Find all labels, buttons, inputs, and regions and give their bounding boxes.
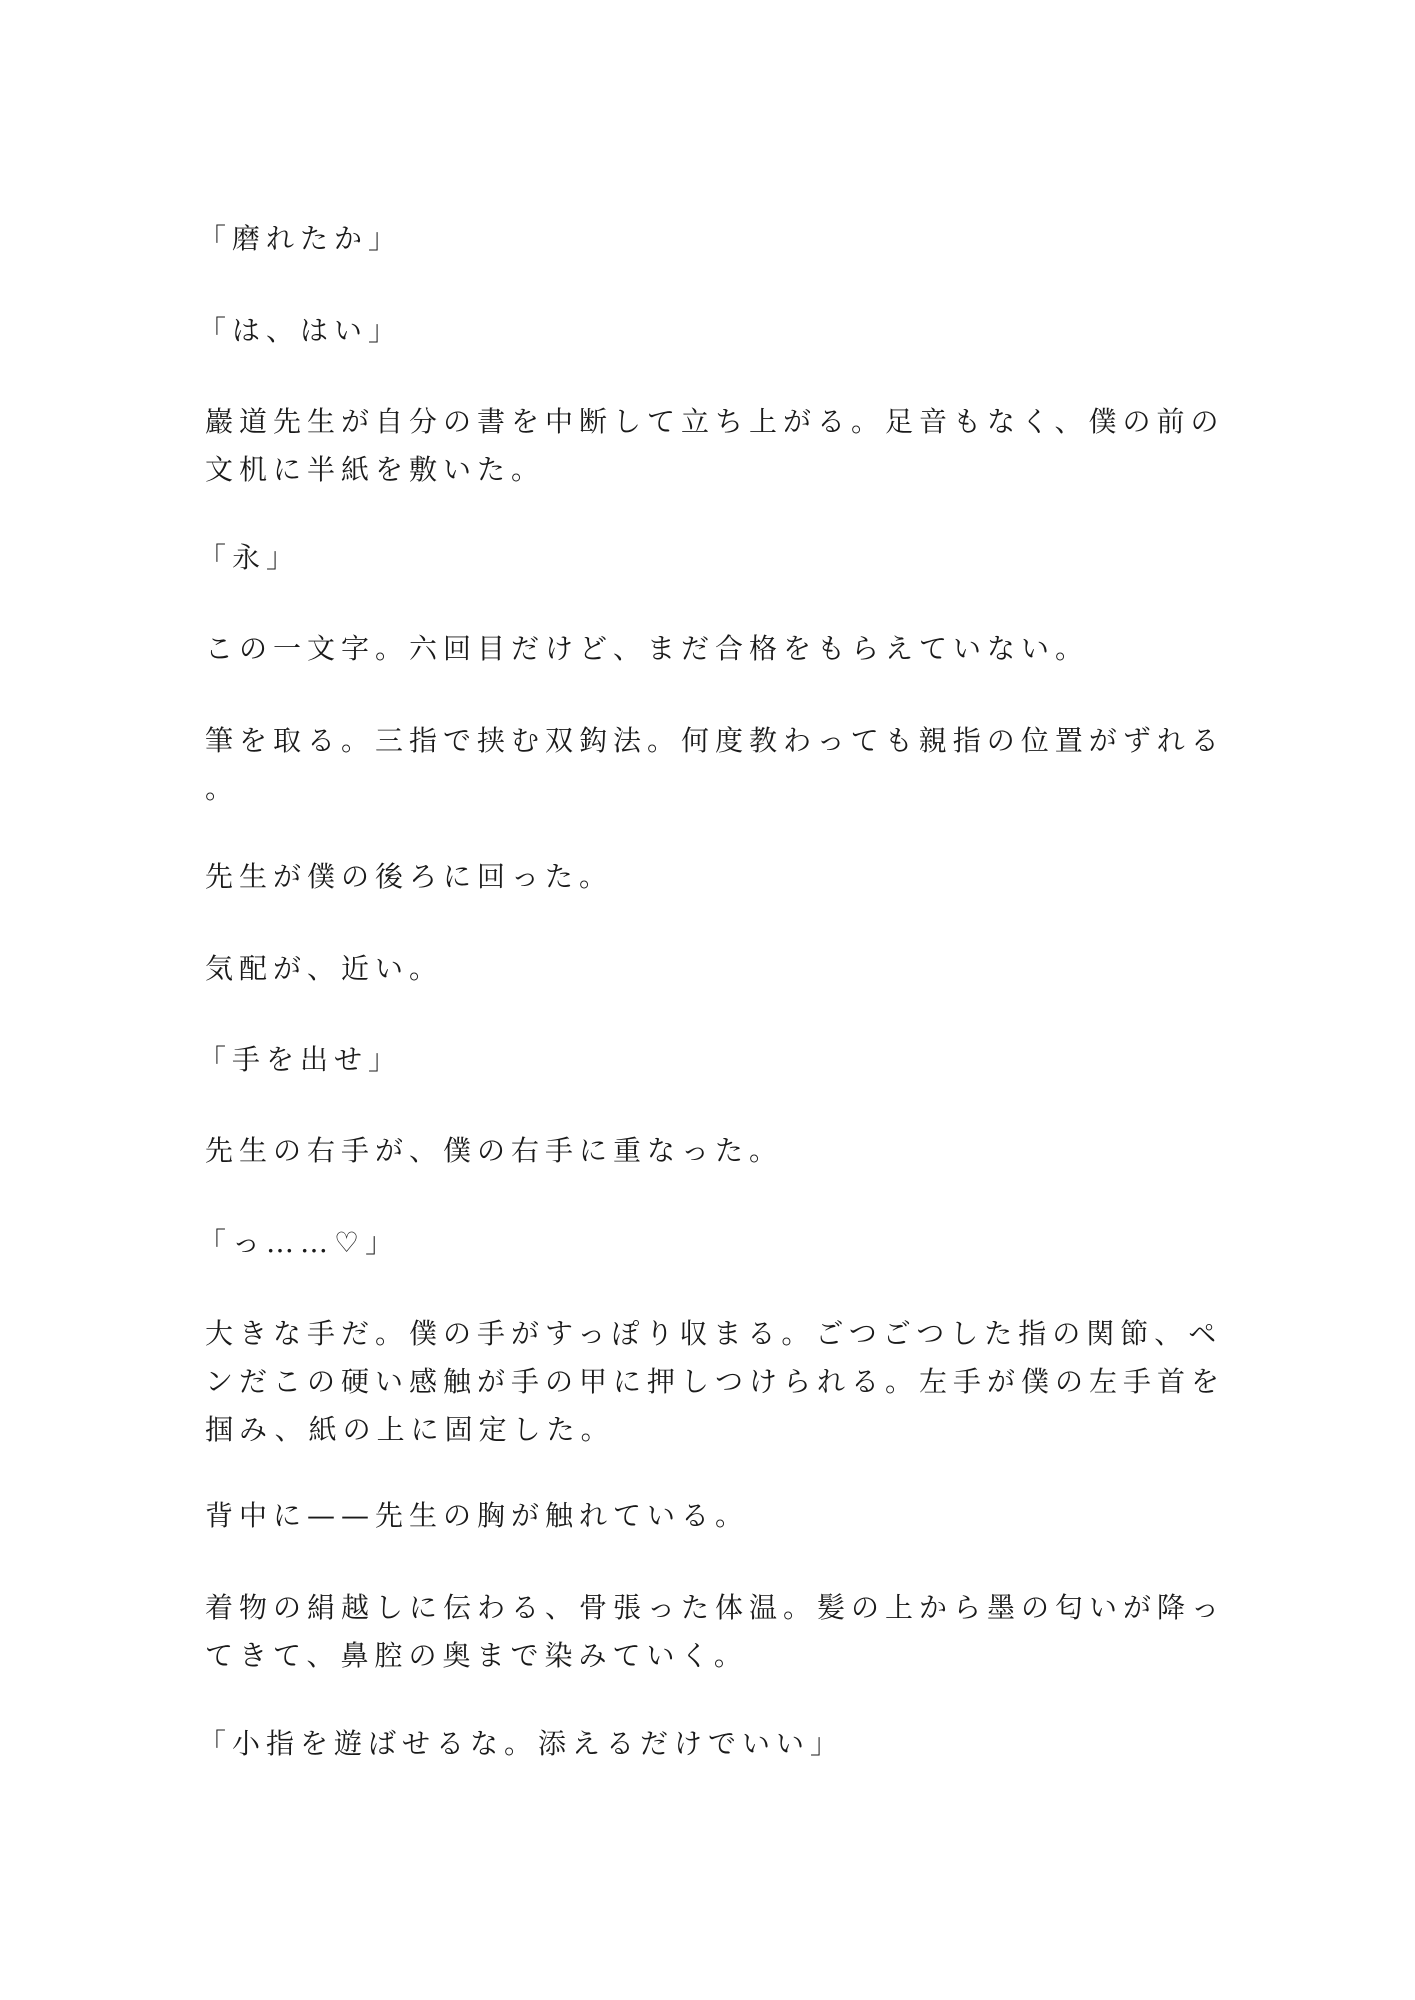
paragraph	[205, 1492, 1190, 1540]
text-line: 「っ……♡」	[198, 1226, 400, 1259]
paragraph	[205, 1310, 1226, 1454]
text-line: 「小指を遊ばせるな。添えるだけでいい」	[198, 1727, 845, 1760]
text-line: 文机に半紙を敷いた。	[205, 453, 546, 486]
text-line: 大きな手だ。僕の手がすっぽり収まる。ごつごつした指の関節、ペ	[205, 1317, 1223, 1350]
text-line: てきて、鼻腔の奥まで染みていく。	[205, 1639, 748, 1672]
text-line: 「磨れたか」	[198, 222, 403, 255]
text-line: 。	[205, 772, 240, 805]
paragraph	[198, 1219, 1183, 1267]
paragraph	[205, 945, 1190, 993]
text-line: この一文字。六回目だけど、まだ合格をもらえていない。	[205, 632, 1090, 665]
paragraph	[205, 717, 1225, 813]
paragraph	[198, 1720, 1183, 1768]
paragraph	[205, 1584, 1226, 1680]
text-line: 掴み、紙の上に固定した。	[205, 1413, 615, 1446]
text-line: 巖道先生が自分の書を中断して立ち上がる。足音もなく、僕の前の	[205, 405, 1225, 438]
paragraph	[198, 307, 1183, 355]
paragraph	[205, 1127, 1190, 1175]
paragraph	[205, 853, 1190, 901]
paragraph	[205, 625, 1190, 673]
text-line: 「は、はい」	[198, 314, 403, 347]
text-line: ンだこの硬い感触が手の甲に押しつけられる。左手が僕の左手首を	[205, 1365, 1226, 1398]
text-line: 「永」	[198, 541, 301, 574]
paragraph	[198, 215, 1183, 263]
text-line: 着物の絹越しに伝わる、骨張った体温。髪の上から墨の匂いが降っ	[205, 1591, 1226, 1624]
text-line: 筆を取る。三指で挟む双鈎法。何度教わっても親指の位置がずれる	[205, 724, 1225, 757]
text-line: 気配が、近い。	[205, 952, 444, 985]
text-line: 背中に——先生の胸が触れている。	[205, 1499, 750, 1532]
paragraph	[205, 398, 1225, 494]
text-line: 先生が僕の後ろに回った。	[205, 860, 614, 893]
paragraph	[198, 1036, 1183, 1084]
text-line: 「手を出せ」	[198, 1043, 403, 1076]
text-line: 先生の右手が、僕の右手に重なった。	[205, 1134, 784, 1167]
paragraph	[198, 534, 1183, 582]
